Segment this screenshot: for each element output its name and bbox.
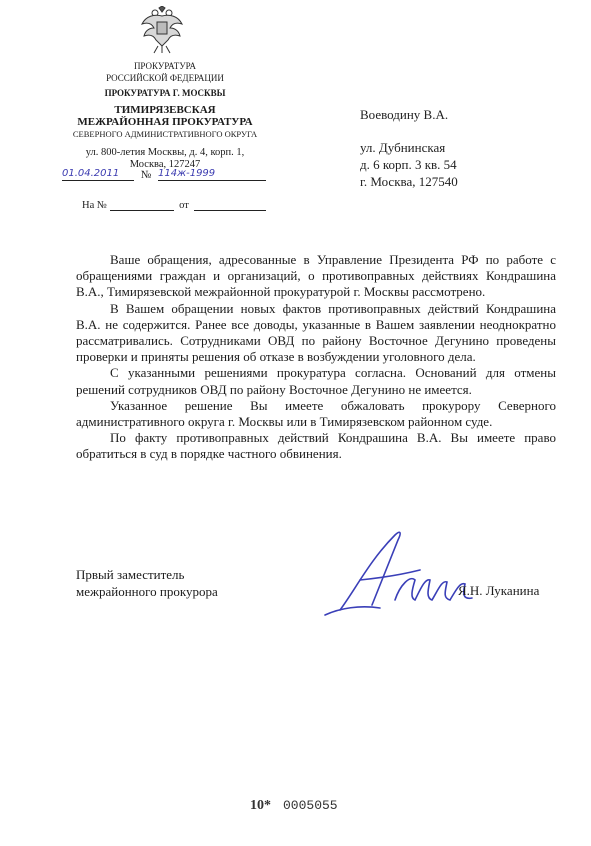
- body-paragraph: Указанное решение Вы имеете обжаловать прокурору Северного административного округа г. Москвы или в Тимирязевском районном суде.: [76, 397, 556, 430]
- handwritten-signature: [300, 520, 480, 620]
- body-paragraph: С указанными решениями прокуратура согласна. Оснований для отмены решений сотрудников ОВД по району Восточное Дегунино не имеется.: [76, 365, 556, 397]
- recipient-street: ул. Дубнинская: [360, 140, 446, 155]
- body-paragraph: В Вашем обращении новых фактов противоправных действий Кондрашина В.А. не содержится. Ранее все доводы, указанные в Вашем заявлении неоднократно рассматривались. Сотрудниками ОВД по району Восточное Дегунино проведены проверки и приняты решения об отказе в возбуждении уголовного дела.: [76, 300, 556, 365]
- outgoing-reference: [62, 168, 272, 184]
- reference-number-blank: [110, 198, 174, 211]
- double-headed-eagle-emblem-icon: [140, 6, 184, 54]
- signer-title-line: межрайонного прокурора: [76, 584, 218, 599]
- incoming-reference: [82, 198, 266, 211]
- letterhead-line: МЕЖРАЙОННАЯ ПРОКУРАТУРА: [77, 116, 253, 128]
- body-paragraph: Ваше обращения, адресованные в Управление Президента РФ по работе с обращениями граждан и организаций, о противоправных действиях Кондрашина В.А., Тимирязевской межрайонной прокуратурой г. Москвы рассмотрено.: [76, 252, 556, 300]
- signer-title-line: Првый заместитель: [76, 567, 185, 582]
- letterhead-line: ТИМИРЯЗЕВСКАЯ: [114, 104, 216, 116]
- recipient-building: д. 6 корп. 3 кв. 54: [360, 157, 457, 172]
- outgoing-date: 01.04.2011: [62, 168, 134, 181]
- body-paragraph: По факту противоправных действий Кондрашина В.А. Вы имеете право обратиться в суд в порядке частного обвинения.: [76, 430, 556, 462]
- letterhead-address: Москва, 127247: [129, 159, 201, 170]
- letterhead: [60, 60, 270, 171]
- letterhead-address: ул. 800-летия Москвы, д. 4, корп. 1,: [85, 147, 245, 158]
- letterhead-line: СЕВЕРНОГО АДМИНИСТРАТИВНОГО ОКРУГА: [72, 129, 258, 139]
- outgoing-number: 114ж-1999: [158, 168, 266, 181]
- form-serial-number: 0005055: [283, 798, 338, 813]
- signer-name: Я.Н. Луканина: [458, 583, 540, 598]
- recipient-address: [360, 139, 458, 190]
- reference-from-label: от: [179, 200, 189, 211]
- letter-body: [76, 252, 556, 463]
- letterhead-line: РОССИЙСКОЙ ФЕДЕРАЦИИ: [106, 73, 224, 83]
- form-serial: [250, 798, 338, 814]
- letterhead-line: ПРОКУРАТУРА Г. МОСКВЫ: [104, 88, 226, 98]
- signer-title: [76, 566, 218, 600]
- recipient-name: Воеводину В.А.: [360, 107, 449, 122]
- letterhead-line: ПРОКУРАТУРА: [133, 61, 197, 71]
- reference-prefix: На №: [82, 200, 107, 211]
- reference-date-blank: [194, 198, 266, 211]
- recipient-city: г. Москва, 127540: [360, 174, 458, 189]
- form-mark: 10*: [250, 798, 271, 813]
- number-label: №: [140, 169, 152, 181]
